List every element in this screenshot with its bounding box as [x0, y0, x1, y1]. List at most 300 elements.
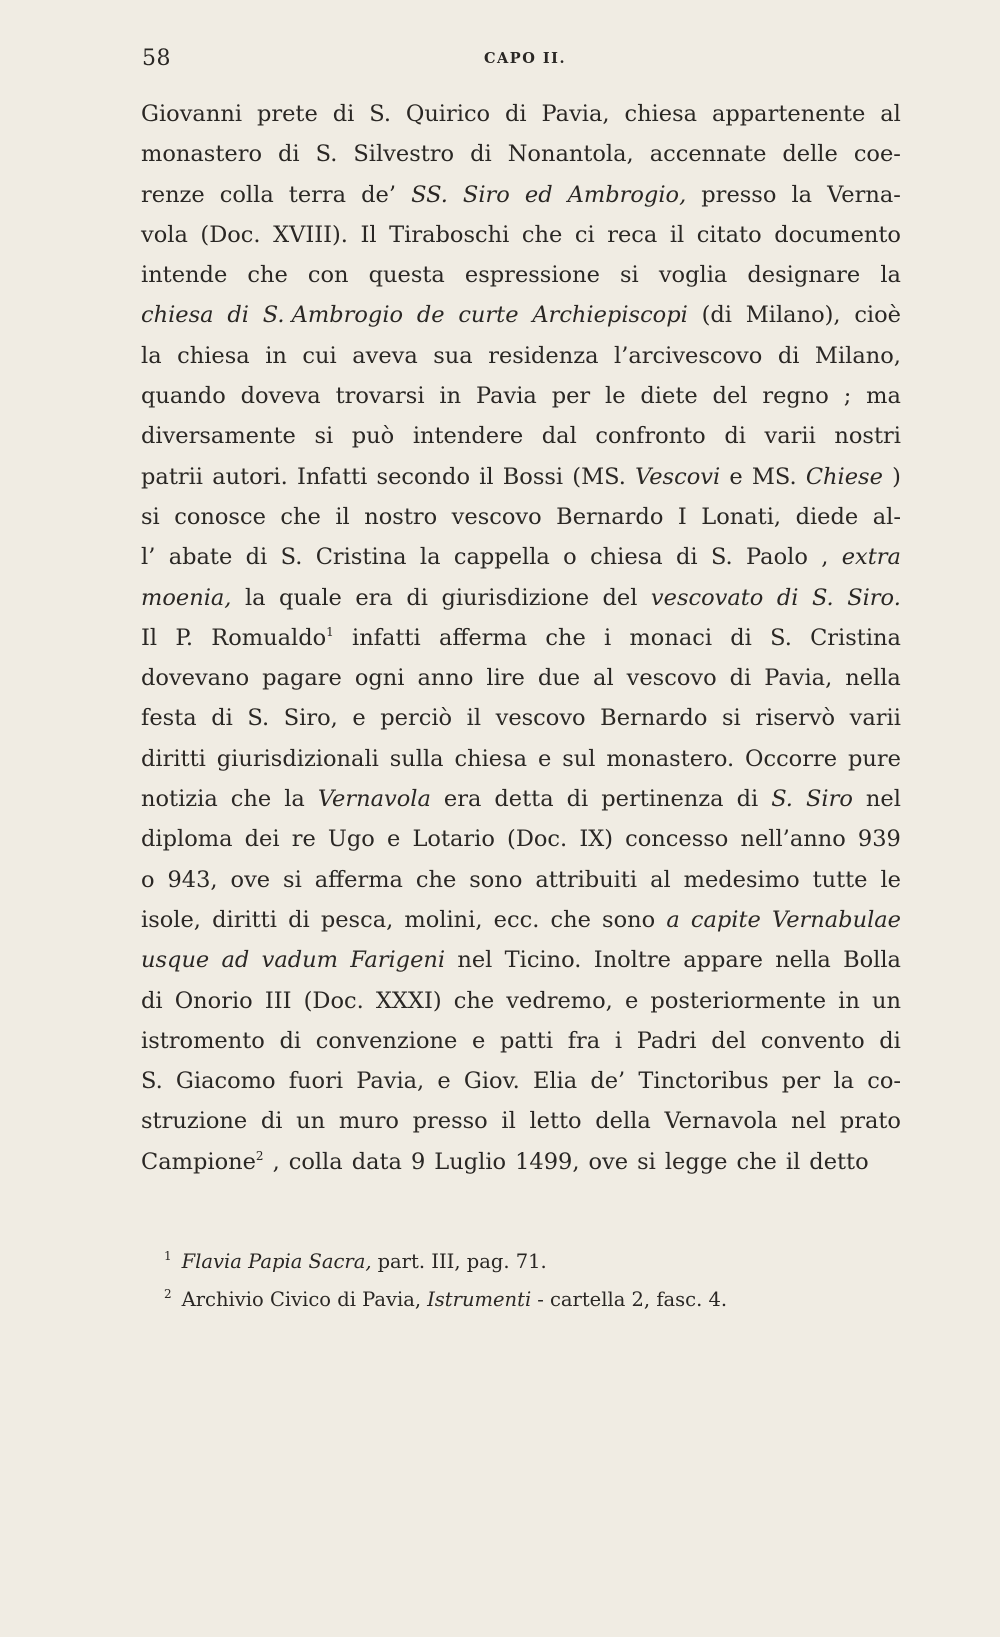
word: o — [141, 866, 155, 893]
footnote-ref: 2 — [255, 1148, 264, 1163]
word: nella — [775, 947, 831, 974]
word: Pavia — [475, 383, 537, 410]
word: che — [280, 503, 321, 530]
word: di — [729, 665, 752, 692]
footnote-part: Archivio Civico di Pavia, — [181, 1288, 422, 1311]
word: Bernardo — [556, 503, 664, 530]
word: Giov. — [463, 1068, 520, 1095]
word: il — [669, 221, 685, 248]
word: SS. — [411, 181, 448, 208]
word: Occorre — [745, 745, 838, 772]
word: citato — [696, 221, 762, 248]
word: quando — [141, 383, 226, 410]
word: aveva — [352, 342, 418, 369]
word: moenia, — [141, 584, 232, 611]
word: de’ — [590, 1068, 626, 1095]
word: (MS. — [572, 463, 626, 490]
word: di — [724, 423, 746, 450]
word: perciò — [380, 705, 453, 732]
word: di — [566, 786, 589, 813]
word: Il — [141, 624, 158, 651]
word: terra — [288, 181, 347, 208]
word: la — [244, 584, 266, 611]
word: Tinctoribus — [638, 1068, 769, 1095]
word: 1499, — [515, 1148, 580, 1175]
word: extra — [841, 544, 901, 571]
word: Siro, — [283, 705, 338, 732]
word: Farigeni — [350, 947, 446, 974]
word: delle — [782, 141, 838, 168]
word: Onorio — [174, 987, 253, 1014]
text-line — [141, 336, 901, 376]
text-line — [141, 819, 901, 859]
word: S. Ambrogio — [262, 302, 404, 329]
word: de’ — [361, 181, 397, 208]
word: Vernavola — [317, 786, 431, 813]
word: Il — [360, 221, 377, 248]
word: re — [291, 826, 316, 853]
text-line — [141, 860, 901, 900]
word: detta — [494, 786, 554, 813]
word: quale — [279, 584, 342, 611]
footnotes — [164, 1240, 884, 1316]
word: afferma — [314, 866, 403, 893]
word: isole, — [141, 906, 201, 933]
word: nel — [865, 786, 901, 813]
page-header — [142, 46, 908, 78]
word: chiesa — [141, 302, 214, 329]
word: di — [211, 705, 233, 732]
word: intendere — [412, 423, 524, 450]
word: era — [355, 584, 393, 611]
word: nell’anno — [740, 826, 846, 853]
word: Verna- — [827, 181, 901, 208]
word: si — [141, 503, 160, 530]
word: posteriormente — [650, 987, 827, 1014]
word: Cristina — [315, 544, 407, 571]
word: XVIII). — [273, 221, 348, 248]
text-line — [141, 457, 901, 497]
footnote-part: part. III, pag. 71. — [377, 1250, 547, 1273]
word: sono — [602, 906, 656, 933]
word: intende — [141, 262, 228, 289]
word: Ambrogio, — [567, 181, 687, 208]
word: conosce — [174, 503, 266, 530]
word: fra — [567, 1027, 601, 1054]
word: curte — [458, 302, 519, 329]
word: monastero — [141, 141, 262, 168]
word: era — [443, 786, 482, 813]
word: Giovanni — [141, 101, 243, 127]
word: dovevano — [141, 665, 250, 692]
word: Paolo — [746, 544, 808, 571]
word: fuori — [288, 1068, 344, 1095]
word: pesca, — [320, 906, 394, 933]
word: l’ — [141, 544, 156, 571]
word: Lonati, — [701, 503, 782, 530]
word: la — [833, 1068, 855, 1095]
word: il — [479, 463, 494, 490]
word: colla — [288, 1148, 343, 1175]
word: Tiraboschi — [389, 221, 510, 248]
word: ove — [230, 866, 271, 893]
word: molini, — [404, 906, 483, 933]
word: notizia — [141, 786, 218, 813]
word: medesimo — [683, 866, 800, 893]
word: presso — [412, 1108, 488, 1135]
word: S. — [141, 1068, 163, 1095]
word: diploma — [141, 826, 233, 853]
word: P. — [175, 624, 194, 651]
word: Bossi — [502, 463, 564, 490]
word: documento — [774, 221, 901, 248]
word: ma — [866, 383, 901, 410]
word: di — [675, 544, 698, 571]
word: la — [419, 544, 441, 571]
word: al — [593, 665, 614, 692]
word: Archiepiscopi — [532, 302, 688, 329]
text-line — [141, 1101, 901, 1141]
word: S. — [280, 544, 303, 571]
word: della — [595, 1108, 651, 1135]
word: di — [245, 544, 268, 571]
word: nel — [791, 1108, 827, 1135]
word: Campione$^2$ — [141, 1148, 264, 1175]
word: il — [335, 503, 350, 530]
word: Nonantola, — [507, 141, 634, 168]
word: il — [466, 705, 482, 732]
word: pertinenza — [601, 786, 724, 813]
word: e — [386, 826, 401, 853]
word: che — [545, 624, 586, 651]
word: di — [279, 1027, 302, 1054]
word: abate — [168, 544, 233, 571]
word: un — [296, 1108, 326, 1135]
word: lire — [486, 665, 525, 692]
text-line — [141, 900, 901, 940]
footnote-part: Flavia Papia Sacra, — [181, 1250, 372, 1273]
word: de — [416, 302, 445, 329]
word: Romualdo$^1$ — [211, 624, 334, 651]
word: vola — [141, 221, 188, 248]
word: Lotario — [412, 826, 495, 853]
word: di — [260, 1108, 283, 1135]
word: di — [730, 624, 752, 651]
word: XXXI) — [375, 987, 442, 1014]
word: Siro — [462, 181, 510, 208]
word: afferma — [438, 624, 528, 651]
footnote — [164, 1240, 884, 1278]
word: al — [880, 101, 901, 127]
word: varii — [764, 423, 816, 450]
word: accennate — [649, 141, 767, 168]
word: al- — [872, 503, 901, 530]
word: S. — [710, 544, 733, 571]
word: si — [637, 1148, 656, 1175]
word: di — [288, 906, 310, 933]
word: un — [871, 987, 901, 1014]
word: Ugo — [327, 826, 375, 853]
text-line — [141, 1061, 901, 1101]
word: S. — [247, 705, 270, 732]
word: di — [332, 101, 355, 127]
word: sulla — [389, 745, 444, 772]
text-line — [141, 255, 901, 295]
word: Milano, — [814, 342, 901, 369]
word: ecc. — [493, 906, 540, 933]
text-line — [141, 578, 901, 618]
word: sono — [469, 866, 523, 893]
word: anno — [417, 665, 474, 692]
word: colla — [219, 181, 274, 208]
word: si — [721, 705, 741, 732]
word: struzione — [141, 1108, 248, 1135]
word: convenzione — [315, 1027, 458, 1054]
word: , — [821, 544, 829, 571]
word: varii — [849, 705, 901, 732]
word: , — [272, 1148, 280, 1175]
text-line — [141, 618, 901, 658]
word: usque — [141, 947, 210, 974]
word: S. — [771, 786, 793, 813]
word: nel — [457, 947, 493, 974]
text-line — [141, 1021, 901, 1061]
word: istromento — [141, 1027, 265, 1054]
text-line — [141, 94, 901, 134]
word: di — [776, 584, 799, 611]
word: sul — [562, 745, 596, 772]
word: (Doc. — [303, 987, 364, 1014]
word: Ticino. — [504, 947, 582, 974]
text-line — [141, 295, 901, 335]
word: può — [351, 423, 395, 450]
word: e — [437, 1068, 451, 1095]
word: in — [265, 342, 287, 369]
word: espressione — [464, 262, 600, 289]
word: dal — [541, 423, 577, 450]
word: di — [736, 786, 759, 813]
word: vescovo — [626, 665, 717, 692]
word: Quirico — [405, 101, 491, 127]
word: e — [352, 705, 366, 732]
word: l’arcivescovo — [614, 342, 763, 369]
word: S. — [811, 584, 834, 611]
text-line — [141, 658, 901, 698]
word: autori. — [212, 463, 288, 490]
word: Padri — [636, 1027, 697, 1054]
word: trovarsi — [335, 383, 425, 410]
word: regno — [762, 383, 829, 410]
word: Milano), — [745, 302, 841, 329]
word: capite — [690, 906, 761, 933]
word: sua — [433, 342, 473, 369]
word: appartenente — [711, 101, 866, 127]
word: che — [230, 786, 272, 813]
word: in — [439, 383, 462, 410]
word: diede — [795, 503, 859, 530]
text-line — [141, 497, 901, 537]
word: di — [406, 584, 428, 611]
word: patti — [499, 1027, 554, 1054]
word: due — [537, 665, 581, 692]
word: Bernardo — [600, 705, 708, 732]
word: (Doc. — [200, 221, 261, 248]
word: si — [283, 866, 302, 893]
word: chiesa — [177, 342, 250, 369]
word: designare — [747, 262, 861, 289]
word: riservò — [755, 705, 836, 732]
word: pagare — [262, 665, 342, 692]
word: festa — [141, 705, 197, 732]
word: che — [736, 1148, 777, 1175]
word: confronto — [595, 423, 706, 450]
word: i — [604, 624, 612, 651]
word: nostro — [364, 503, 438, 530]
footnote-text — [182, 1250, 547, 1273]
footnote-part: Istrumenti — [427, 1288, 532, 1311]
word: i — [614, 1027, 623, 1054]
word: residenza — [488, 342, 599, 369]
word: concesso — [625, 826, 729, 853]
word: nella — [845, 665, 901, 692]
word: Giacomo — [175, 1068, 276, 1095]
word: ad — [221, 947, 250, 974]
word: diete — [640, 383, 698, 410]
word: ove — [588, 1148, 629, 1175]
word: attribuiti — [535, 866, 638, 893]
word: di — [470, 141, 492, 168]
word: legge — [664, 1148, 728, 1175]
word: chiesa — [454, 745, 528, 772]
word: renze — [141, 181, 205, 208]
word: questa — [368, 262, 445, 289]
word: cappella — [453, 544, 550, 571]
word: si — [314, 423, 334, 450]
text-line — [141, 1142, 901, 1182]
word: le — [605, 383, 626, 410]
word: e — [471, 1027, 486, 1054]
word: doveva — [240, 383, 321, 410]
word: dei — [244, 826, 280, 853]
word: muro — [338, 1108, 399, 1135]
footnote-mark: 1 — [164, 1249, 172, 1263]
word: del — [602, 584, 638, 611]
word: per — [781, 1068, 821, 1095]
word: che — [415, 866, 457, 893]
word: del — [712, 383, 748, 410]
word: vescovato — [650, 584, 764, 611]
word: voglia — [658, 262, 728, 289]
text-line — [141, 940, 901, 980]
word: la — [284, 786, 305, 813]
word: prete — [256, 101, 318, 127]
word: la — [141, 342, 162, 369]
word: cui — [302, 342, 337, 369]
word: I — [677, 503, 687, 530]
word: convento — [760, 1027, 865, 1054]
word: MS. — [751, 463, 797, 490]
word: con — [307, 262, 349, 289]
word: ; — [843, 383, 852, 410]
word: Pavia, — [541, 101, 610, 127]
word: (di — [701, 302, 732, 329]
word: patrii — [141, 463, 204, 490]
word: Infatti — [296, 463, 368, 490]
running-head: CAPO II. — [484, 50, 566, 67]
word: Pavia, — [764, 665, 833, 692]
word: detto — [809, 1148, 869, 1175]
word: la — [880, 262, 901, 289]
word: infatti — [352, 624, 421, 651]
word: diritti — [212, 906, 277, 933]
word: cioè — [854, 302, 901, 329]
word: appare — [683, 947, 763, 974]
word: di — [505, 101, 527, 127]
word: reca — [607, 221, 658, 248]
text-line — [141, 779, 901, 819]
word: Cristina — [810, 624, 901, 651]
word: monastero. — [606, 745, 735, 772]
word: data — [351, 1148, 402, 1175]
word: di — [777, 342, 800, 369]
word: vescovo — [495, 705, 586, 732]
word: chiesa — [624, 101, 698, 127]
word: di — [141, 987, 163, 1014]
text-line — [141, 981, 901, 1021]
word: le — [880, 866, 901, 893]
word: il — [785, 1148, 801, 1175]
word: Vernabulae — [772, 906, 901, 933]
word: del — [711, 1027, 747, 1054]
word: Pavia, — [356, 1068, 425, 1095]
word: vescovo — [451, 503, 542, 530]
word: vedremo, — [506, 987, 613, 1014]
word: che — [453, 987, 495, 1014]
word: chiesa — [590, 544, 663, 571]
text-line — [141, 416, 901, 456]
word: e — [729, 463, 743, 490]
word: che — [550, 906, 591, 933]
word: o — [563, 544, 577, 571]
word: diversamente — [141, 423, 296, 450]
word: vadum — [261, 947, 338, 974]
footnote-ref: 1 — [326, 624, 334, 639]
word: la — [791, 181, 813, 208]
word: che — [247, 262, 288, 289]
word: 9 — [410, 1148, 426, 1175]
word: giurisdizione — [441, 584, 590, 611]
word: letto — [529, 1108, 582, 1135]
page-number: 58 — [142, 46, 171, 71]
footnote-part: - cartella 2, fasc. 4. — [537, 1288, 728, 1311]
word: Bolla — [843, 947, 901, 974]
word: IX) — [579, 826, 613, 853]
word: S. — [315, 141, 338, 168]
word: il — [501, 1108, 516, 1135]
word: Inoltre — [593, 947, 671, 974]
word: tutte — [812, 866, 868, 893]
word: ci — [574, 221, 595, 248]
word: ed — [524, 181, 553, 208]
text-line — [141, 537, 901, 577]
text-line — [141, 698, 901, 738]
word: e — [538, 745, 552, 772]
text-line — [141, 739, 901, 779]
word: Silvestro — [353, 141, 455, 168]
word: in — [838, 987, 860, 1014]
word: (Doc. — [507, 826, 568, 853]
body-text — [141, 94, 901, 1182]
